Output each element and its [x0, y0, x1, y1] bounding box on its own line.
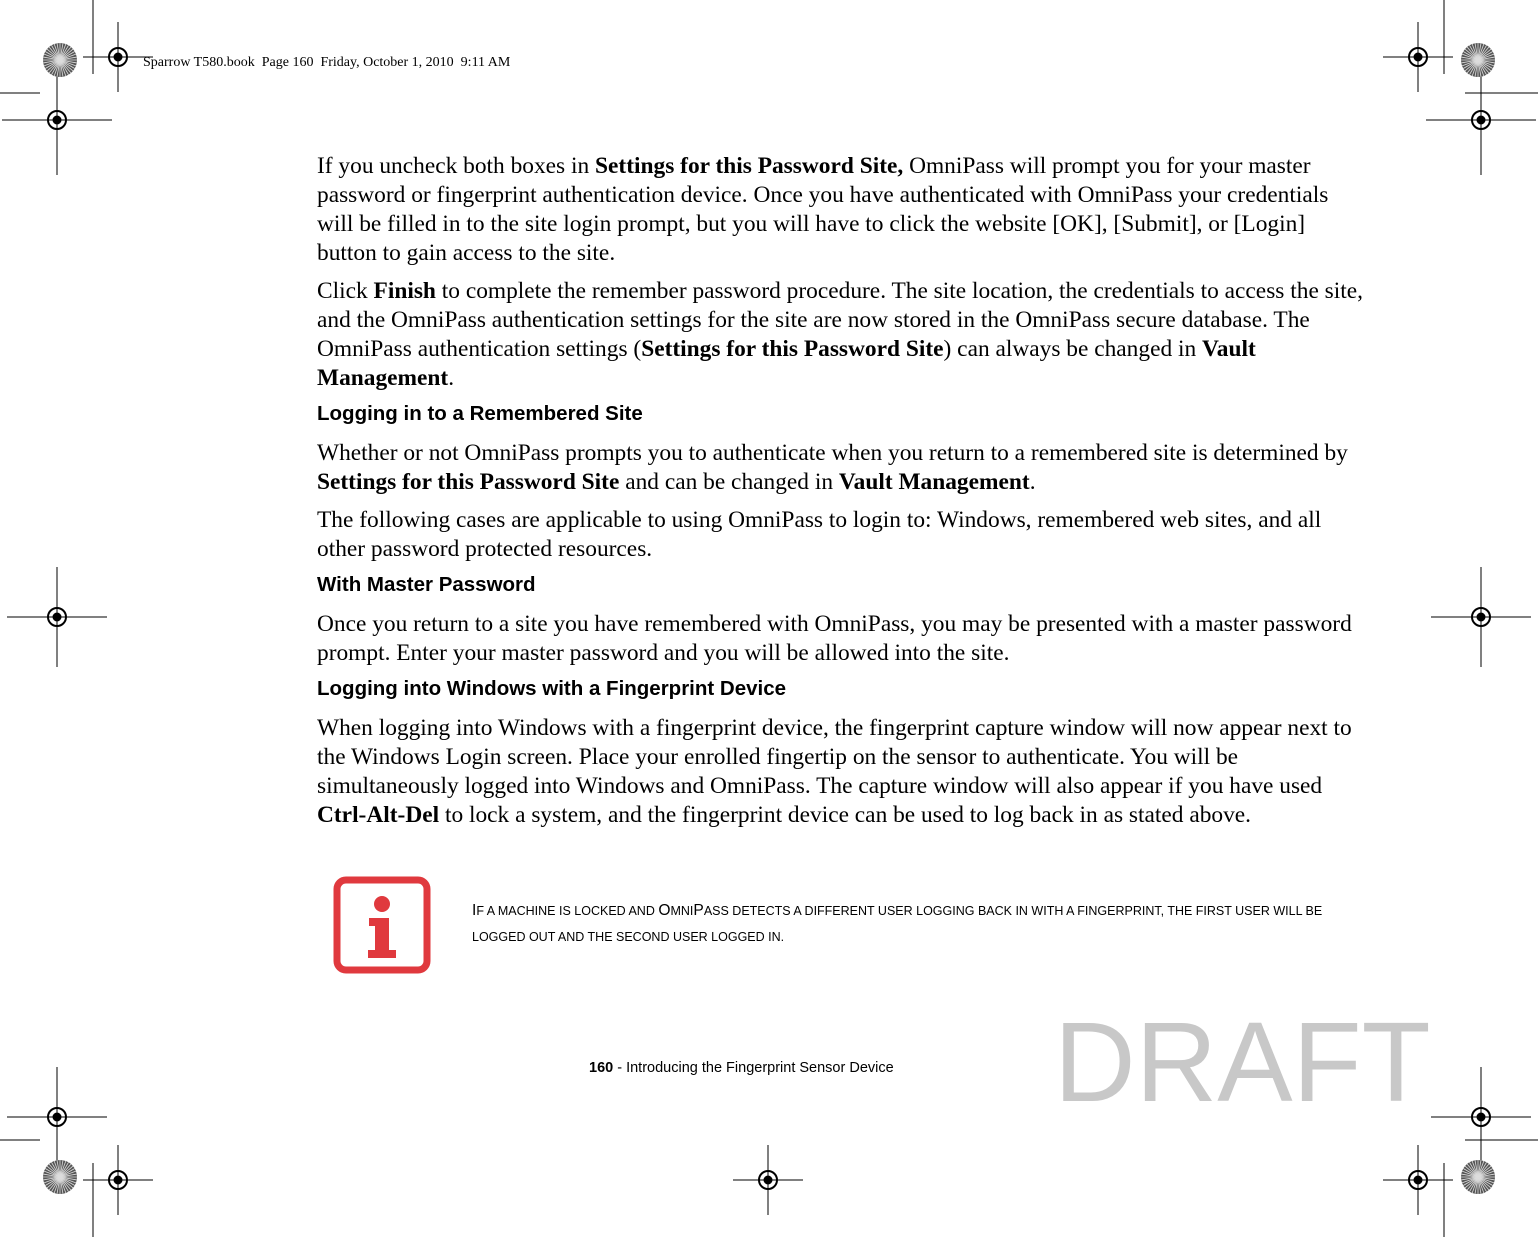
registration-crosshair — [1431, 1067, 1531, 1167]
registration-crosshair — [7, 1067, 107, 1167]
paragraph-whether-or-not: Whether or not OmniPass prompts you to authenticate when you return to a remembered site is determined by Settings for this Password Site and can be changed in Vault Management. — [317, 440, 1348, 495]
draft-watermark: DRAFT — [1054, 999, 1431, 1125]
registration-star — [43, 1160, 77, 1194]
section-title: Introducing the Fingerprint Sensor Device — [626, 1060, 894, 1076]
registration-crosshair — [7, 567, 107, 667]
note-text: IF A MACHINE IS LOCKED AND OMNIPASS DETECTS A DIFFERENT USER LOGGING BACK IN WITH A FINGERPRINT, THE FIRST USER WILL BE LOGGED OUT AND THE SECOND USER LOGGED IN. — [472, 902, 1323, 944]
registration-star — [1461, 43, 1495, 77]
registration-star — [43, 43, 77, 77]
registration-crosshair — [1426, 65, 1536, 175]
book-header: Sparrow T580.book Page 160 Friday, October 1, 2010 9:11 AM — [143, 55, 511, 70]
page-body — [317, 152, 1367, 839]
info-icon — [333, 876, 431, 974]
paragraph-master-password: Once you return to a site you have remembered with OmniPass, you may be presented with a master password prompt. Enter your master password and you will be allowed into the site. — [317, 611, 1352, 666]
paragraph-click-finish: Click Finish to complete the remember password procedure. The site location, the credentials to access the site, and the OmniPass authentication settings for the site are now stored in the OmniPass secure database. The OmniPass authentication settings (Settings for this Password Site) can always be changed in Vault Management. — [317, 278, 1363, 391]
page-footer: 160 - Introducing the Fingerprint Sensor Device — [589, 1060, 894, 1076]
paragraph-windows-fingerprint: When logging into Windows with a fingerprint device, the fingerprint capture window will now appear next to the Windows Login screen. Place your enrolled fingertip on the sensor to authenticate. You will be simultaneously logged into Windows and OmniPass. The capture window will also appear if you have used Ctrl-Alt-Del to lock a system, and the fingerprint device can be used to log back in as stated above. — [317, 715, 1352, 828]
registration-crosshair — [1383, 1145, 1453, 1215]
heading-windows-fingerprint: Logging into Windows with a Fingerprint Device — [317, 677, 787, 700]
page-number: 160 — [589, 1060, 614, 1076]
paragraph-following-cases: The following cases are applicable to using OmniPass to login to: Windows, remembered web sites, and all other password protected resources. — [317, 507, 1322, 562]
registration-crosshair — [733, 1145, 803, 1215]
registration-crosshair — [2, 65, 112, 175]
heading-remembered-site: Logging in to a Remembered Site — [317, 402, 643, 425]
heading-master-password: With Master Password — [317, 573, 536, 596]
registration-crosshair — [1383, 22, 1453, 92]
registration-star — [1461, 1160, 1495, 1194]
registration-crosshair — [1431, 567, 1531, 667]
paragraph-uncheck-boxes: If you uncheck both boxes in Settings for this Password Site, OmniPass will prompt you for your master password or fingerprint authentication device. Once you have authenticated with OmniPass your credentials will be filled in to the site login prompt, but you will have to click the website [OK], [Submit], or [Login] button to gain access to the site. — [317, 153, 1329, 266]
